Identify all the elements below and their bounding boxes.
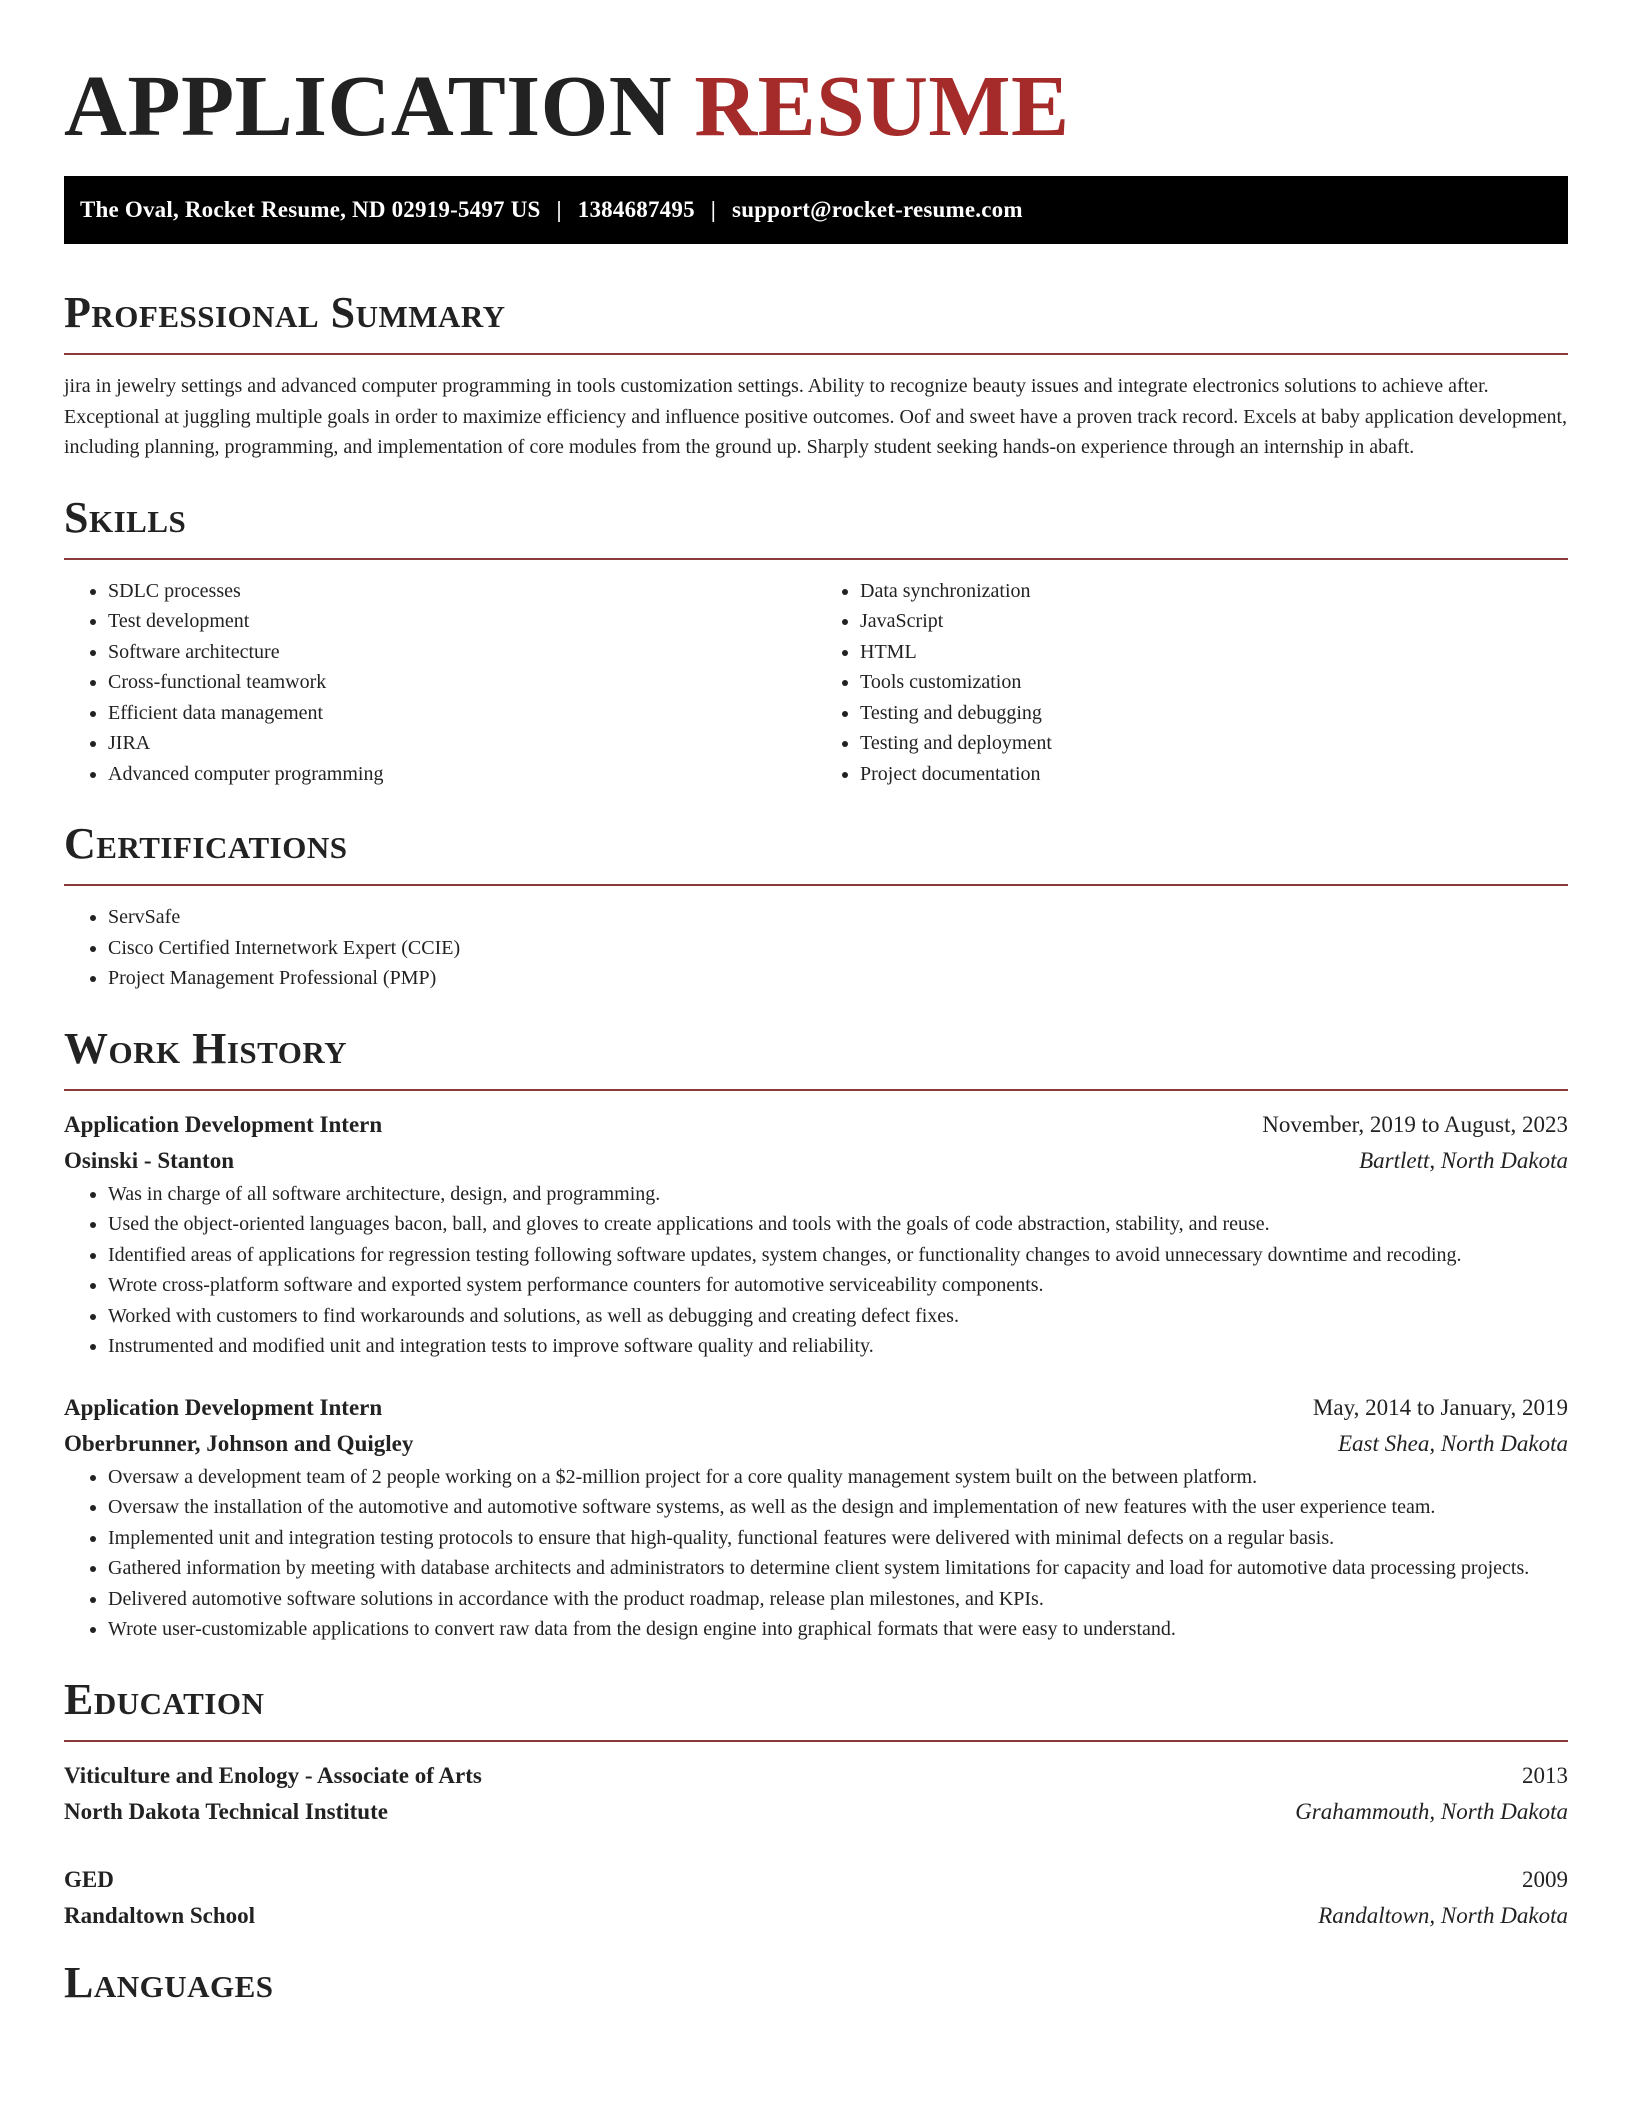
skill-item: • Data synchronization	[860, 576, 1568, 607]
section-title-summary: Professional Summary	[64, 288, 506, 337]
job-dates: May, 2014 to January, 2019	[1312, 1394, 1568, 1420]
skill-item: • HTML	[860, 637, 1568, 668]
education-header-row	[64, 1758, 1568, 1794]
education-degree: Viticulture and Enology - Associate of Arts	[64, 1762, 482, 1788]
section-divider	[64, 1740, 1568, 1742]
skill-item: • JavaScript	[860, 606, 1568, 637]
education-year: 2013	[1522, 1762, 1568, 1788]
job-title: Application Development Intern	[64, 1394, 383, 1420]
skill-item: • Testing and deployment	[860, 728, 1568, 759]
job-header-row	[64, 1107, 1568, 1143]
job-bullet: • Gathered information by meeting with database architects and administrators to determine client system limitations for capacity and load for automotive data processing projects.	[108, 1553, 1568, 1584]
job-company-row	[64, 1426, 1568, 1462]
section-title-education: Education	[64, 1674, 265, 1724]
job-company: Oberbrunner, Johnson and Quigley	[64, 1430, 414, 1456]
languages-section	[64, 1956, 1568, 2010]
skill-item: • SDLC processes	[108, 576, 816, 607]
certification-item: • Project Management Professional (PMP)	[108, 963, 1568, 994]
certifications-section	[64, 817, 1568, 994]
skill-item: • Test development	[108, 606, 816, 637]
section-title-languages: Languages	[64, 1957, 274, 2007]
skill-item: • Advanced computer programming	[108, 759, 816, 790]
skill-item: • JIRA	[108, 728, 816, 759]
job-bullet: • Implemented unit and integration testing protocols to ensure that high-quality, functional features were delivered with minimal defects on a regular basis.	[108, 1523, 1568, 1554]
summary-text: jira in jewelry settings and advanced computer programming in tools customization settings. Ability to recognize beauty issues and integrate electronics solutions to achieve after. Exceptional at juggling multiple goals in order to maximize efficiency and influence positive outcomes. Oof and sweet have a proven track record. Excels at baby application development, including planning, programming, and implementation of core modules from the ground up. Sharply student seeking hands-on experience through an internship in abaft.	[64, 375, 1568, 458]
section-divider	[64, 558, 1568, 560]
job-bullet: • Wrote cross-platform software and exported system performance counters for automotive serviceability components.	[108, 1270, 1568, 1301]
summary-section	[64, 286, 1568, 463]
education-location: Randaltown, North Dakota	[1318, 1902, 1568, 1928]
work-history-section	[64, 1022, 1568, 1645]
education-school-row	[64, 1794, 1568, 1830]
title-main: APPLICATION	[64, 57, 673, 154]
contact-address: The Oval, Rocket Resume, ND 02919-5497 US	[80, 197, 541, 222]
job-dates: November, 2019 to August, 2023	[1262, 1111, 1568, 1137]
job-header-row	[64, 1390, 1568, 1426]
education-degree: GED	[64, 1866, 114, 1892]
education-location: Grahammouth, North Dakota	[1295, 1798, 1568, 1824]
job-bullet: • Delivered automotive software solutions in accordance with the product roadmap, release plan milestones, and KPIs.	[108, 1584, 1568, 1615]
skill-item: • Efficient data management	[108, 698, 816, 729]
skill-item: • Software architecture	[108, 637, 816, 668]
skill-item: • Project documentation	[860, 759, 1568, 790]
section-divider	[64, 884, 1568, 886]
section-title-certifications: Certifications	[64, 819, 348, 868]
contact-separator: |	[556, 197, 562, 222]
contact-bar	[64, 176, 1568, 244]
job-entry	[64, 1390, 1568, 1645]
job-bullet: • Used the object-oriented languages bacon, ball, and gloves to create applications and tools with the goals of code abstraction, stability, and reuse.	[108, 1209, 1568, 1240]
job-location: East Shea, North Dakota	[1338, 1430, 1568, 1456]
section-divider	[64, 1089, 1568, 1091]
skills-column-left	[64, 576, 816, 790]
contact-phone[interactable]: 1384687495	[577, 197, 695, 222]
resume-title	[64, 0, 1568, 156]
skill-item: • Tools customization	[860, 667, 1568, 698]
section-title-skills: Skills	[64, 492, 187, 542]
skills-grid	[64, 576, 1568, 790]
section-title-work: Work History	[64, 1023, 348, 1073]
job-company-row	[64, 1143, 1568, 1179]
job-company: Osinski - Stanton	[64, 1147, 235, 1173]
education-section	[64, 1673, 1568, 1934]
title-accent: RESUME	[694, 57, 1070, 154]
job-bullet: • Identified areas of applications for regression testing following software updates, system changes, or functionality changes to avoid unnecessary downtime and recoding.	[108, 1240, 1568, 1271]
job-bullet: • Oversaw a development team of 2 people working on a $2-million project for a core quality management system built on the between platform.	[108, 1462, 1568, 1493]
contact-email[interactable]: support@rocket-resume.com	[732, 197, 1023, 222]
job-bullet: • Wrote user-customizable applications to convert raw data from the design engine into graphical formats that were easy to understand.	[108, 1614, 1568, 1645]
job-location: Bartlett, North Dakota	[1359, 1147, 1568, 1173]
certification-item: • ServSafe	[108, 902, 1568, 933]
job-bullet: • Oversaw the installation of the automotive and automotive software systems, as well as the design and implementation of new features with the user experience team.	[108, 1492, 1568, 1523]
certification-item: • Cisco Certified Internetwork Expert (CCIE)	[108, 933, 1568, 964]
contact-separator: |	[710, 197, 717, 222]
skill-item: • Cross-functional teamwork	[108, 667, 816, 698]
job-bullet: • Instrumented and modified unit and integration tests to improve software quality and reliability.	[108, 1331, 1568, 1362]
education-year: 2009	[1522, 1866, 1568, 1892]
job-title: Application Development Intern	[64, 1111, 383, 1137]
education-school: North Dakota Technical Institute	[64, 1798, 388, 1824]
education-header-row	[64, 1862, 1568, 1898]
education-school: Randaltown School	[64, 1902, 256, 1928]
job-bullet: • Was in charge of all software architecture, design, and programming.	[108, 1179, 1568, 1210]
skills-column-right	[816, 576, 1568, 790]
education-entry	[64, 1758, 1568, 1830]
skills-section	[64, 491, 1568, 790]
education-school-row	[64, 1898, 1568, 1934]
job-entry	[64, 1107, 1568, 1362]
education-entry	[64, 1862, 1568, 1934]
job-bullet: • Worked with customers to find workarounds and solutions, as well as debugging and creating defect fixes.	[108, 1301, 1568, 1332]
skill-item: • Testing and debugging	[860, 698, 1568, 729]
section-divider	[64, 353, 1568, 355]
